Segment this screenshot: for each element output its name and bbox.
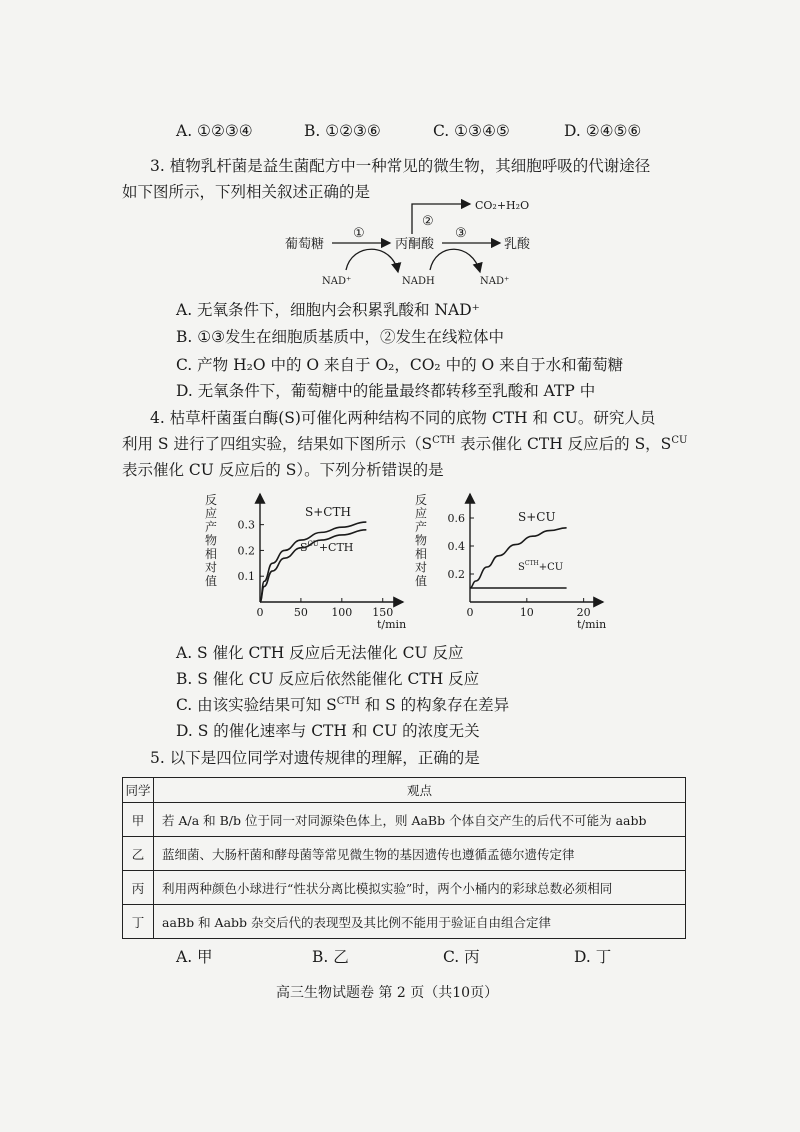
x-tick-label: 150 — [372, 606, 394, 619]
table-cell-view: 利用两种颜色小球进行“性状分离比模拟实验”时，两个小桶内的彩球总数必须相同 — [154, 871, 686, 905]
y-tick-label: 0.4 — [447, 540, 465, 553]
ylabel-char: 反 — [205, 493, 218, 507]
q5-option-c: C. 丙 — [443, 948, 480, 966]
chart-cu-ylabel — [415, 493, 427, 588]
series-line-1 — [470, 528, 567, 588]
q3-option-a: A. 无氧条件下，细胞内会积累乳酸和 NAD⁺ — [176, 301, 480, 319]
q2-option-a: A. ①②③④ — [176, 122, 253, 140]
step-1-label: ① — [353, 226, 365, 241]
q4-stem-line1: 4. 枯草杆菌蛋白酶(S)可催化两种结构不同的底物 CTH 和 CU。研究人员 — [150, 409, 656, 427]
pyruvate-label: 丙酮酸 — [395, 237, 435, 252]
x-tick-label: 0 — [466, 606, 474, 619]
table-header-name: 同学 — [123, 778, 154, 803]
x-tick-label: 100 — [331, 606, 353, 619]
table-row — [123, 803, 686, 837]
q4-option-d: D. S 的催化速率与 CTH 和 CU 的浓度无关 — [176, 722, 480, 740]
step-2-label: ② — [422, 214, 434, 229]
glucose-label: 葡萄糖 — [285, 237, 325, 252]
ylabel-char: 应 — [415, 506, 428, 521]
nad-plus-label-2: NAD⁺ — [480, 276, 510, 287]
nad-plus-label-1: NAD⁺ — [322, 276, 352, 287]
table-cell-name: 丙 — [123, 871, 154, 905]
ylabel-char: 值 — [415, 574, 428, 588]
q5-option-b: B. 乙 — [312, 948, 349, 966]
table-cell-name: 甲 — [123, 803, 154, 837]
table-header-view: 观点 — [154, 778, 686, 803]
ylabel-char: 值 — [205, 574, 218, 588]
chart-cth-series2-label: $S^{CU}+CTH$ — [300, 540, 354, 554]
table-row — [123, 905, 686, 939]
page-footer: 高三生物试题卷 第 2 页（共10页） — [276, 985, 499, 1001]
table-cell-name: 乙 — [123, 837, 154, 871]
x-tick-label: 10 — [519, 606, 534, 619]
x-axis-label: t/min — [577, 618, 607, 631]
q3-option-d: D. 无氧条件下，葡萄糖中的能量最终都转移至乳酸和 ATP 中 — [176, 382, 596, 400]
ylabel-char: 物 — [205, 533, 218, 548]
ylabel-char: 相 — [205, 547, 218, 561]
x-tick-label: 50 — [293, 606, 308, 619]
y-tick-label: 0.3 — [237, 518, 255, 532]
ylabel-char: 应 — [205, 506, 218, 521]
q3-stem-line1: 3. 植物乳杆菌是益生菌配方中一种常见的微生物，其细胞呼吸的代谢途径 — [150, 157, 651, 175]
y-tick-label: 0.2 — [447, 568, 465, 581]
q3-option-b: B. ①③发生在细胞质基质中，②发生在线粒体中 — [176, 328, 505, 346]
q5-table — [122, 777, 686, 939]
table-cell-view: 蓝细菌、大肠杆菌和酵母菌等常见微生物的基因遗传也遵循孟德尔遗传定律 — [154, 837, 686, 871]
q4-option-a: A. S 催化 CTH 反应后无法催化 CU 反应 — [176, 644, 464, 662]
q5-stem: 5. 以下是四位同学对遗传规律的理解，正确的是 — [150, 749, 480, 767]
ylabel-char: 对 — [415, 560, 428, 575]
q2-option-d: D. ②④⑤⑥ — [564, 122, 642, 140]
q3-metabolism-diagram — [0, 190, 800, 300]
x-axis-label: t/min — [377, 618, 407, 631]
table-cell-view: aaBb 和 Aabb 杂交后代的表现型及其比例不能用于验证自由组合定律 — [154, 905, 686, 939]
nadh-label: NADH — [402, 276, 435, 287]
ylabel-char: 产 — [415, 520, 428, 534]
q4-stem-line3: 表示催化 CU 反应后的 S）。下列分析错误的是 — [122, 461, 444, 479]
q5-option-d: D. 丁 — [574, 948, 612, 966]
q3-stem-line2: 如下图所示，下列相关叙述正确的是 — [122, 183, 371, 201]
ylabel-char: 相 — [415, 547, 428, 561]
q3-option-c: C. 产物 H₂O 中的 O 来自于 O₂，CO₂ 中的 O 来自于水和葡萄糖 — [176, 356, 624, 374]
q4-option-b: B. S 催化 CU 反应后依然能催化 CTH 反应 — [176, 670, 480, 688]
x-tick-label: 20 — [576, 606, 591, 619]
co2-h2o-label: CO₂+H₂O — [475, 199, 530, 212]
table-header-row — [123, 778, 686, 803]
chart-cth — [200, 482, 420, 632]
ylabel-char: 物 — [415, 533, 428, 548]
lactic-acid-label: 乳酸 — [504, 237, 531, 252]
y-tick-label: 0.6 — [447, 512, 465, 525]
chart-cu-series1-label: S+CU — [518, 510, 556, 524]
table-row — [123, 871, 686, 905]
table-cell-name: 丁 — [123, 905, 154, 939]
table-cell-view: 若 A/a 和 B/b 位于同一对同源染色体上，则 AaBb 个体自交产生的后代不可能为 aabb — [154, 803, 686, 837]
q2-option-b: B. ①②③⑥ — [304, 122, 381, 140]
x-tick-label: 0 — [256, 606, 264, 619]
chart-cth-series1-label: S+CTH — [305, 505, 351, 519]
q4-stem-line2: 利用 S 进行了四组实验，结果如下图所示（$S^{CTH}$ 表示催化 CTH 反应后的 S，$S^{CU}$ — [122, 434, 688, 453]
q4-option-c: C. 由该实验结果可知 $S^{CTH}$ 和 S 的构象存在差异 — [176, 695, 510, 714]
table-row — [123, 837, 686, 871]
ylabel-char: 反 — [415, 493, 428, 507]
q2-option-c: C. ①③④⑤ — [433, 122, 510, 140]
ylabel-char: 产 — [205, 520, 218, 534]
q5-option-a: A. 甲 — [176, 948, 213, 966]
chart-cu — [410, 482, 610, 632]
ylabel-char: 对 — [205, 560, 218, 575]
arrow-nadh-to-nad — [430, 249, 480, 272]
y-tick-label: 0.1 — [237, 570, 255, 584]
arrow-nad-to-nadh — [346, 249, 398, 272]
y-tick-label: 0.2 — [237, 544, 255, 558]
step-3-label: ③ — [455, 226, 467, 241]
chart-cu-series2-label: $S^{CTH}+CU$ — [518, 560, 564, 573]
chart-cth-ylabel — [205, 493, 217, 588]
